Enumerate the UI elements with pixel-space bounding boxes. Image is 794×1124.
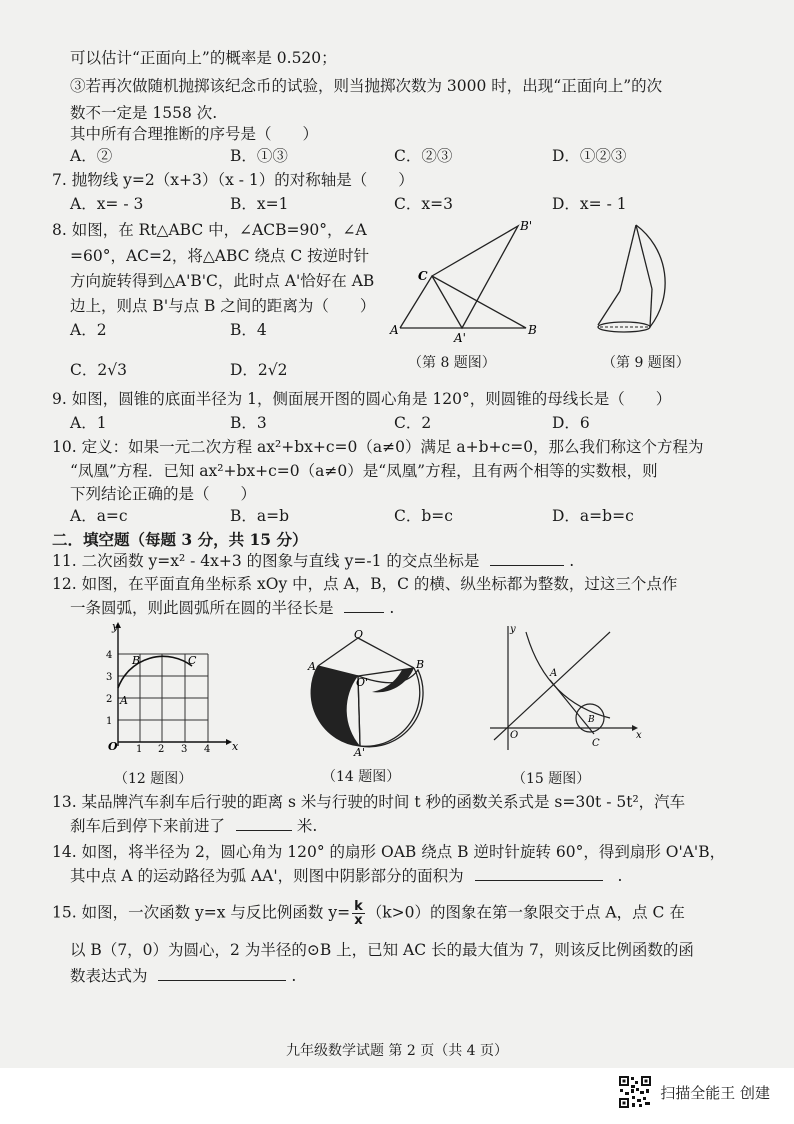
fig12-caption: （12 题图） bbox=[114, 771, 193, 787]
q15-stem: 15. 如图，一次函数 y=x 与反比例函数 y= bbox=[52, 903, 351, 922]
fig12-label-a: A bbox=[120, 694, 128, 707]
q15-text-line3 bbox=[70, 966, 296, 986]
q15-stem-3: 数表达式为 bbox=[70, 967, 148, 985]
fig15-caption: （15 题图） bbox=[512, 771, 591, 787]
fig15-label-b: B bbox=[588, 715, 595, 725]
q9-option-a: A．1 bbox=[70, 414, 107, 432]
fig12-axis-x: x bbox=[232, 740, 239, 753]
figure-9-cone-net bbox=[588, 215, 698, 345]
fig15-axis-x: x bbox=[636, 730, 642, 741]
scanner-watermark bbox=[618, 1074, 770, 1110]
q15-stem-2: （k>0）的图象在第一象限交于点 A，点 C 在 bbox=[366, 903, 685, 922]
figure-15-hyperbola-circle bbox=[486, 622, 642, 754]
q9-text: 9. 如图，圆锥的底面半径为 1，侧面展开图的圆心角是 120°，则圆锥的母线长是（ ） bbox=[52, 390, 672, 408]
q7-option-a: A．x= - 3 bbox=[70, 195, 144, 213]
fig12-tick-x3: 3 bbox=[181, 744, 188, 754]
fig12-tick-x1: 1 bbox=[136, 744, 143, 754]
q6-option-c: C．②③ bbox=[394, 147, 453, 165]
q13-unit: 米. bbox=[296, 817, 318, 835]
fig12-tick-y3: 3 bbox=[106, 672, 113, 683]
fig12-tick-y2: 2 bbox=[106, 694, 113, 705]
q10-text-line3: 下列结论正确的是（ ） bbox=[70, 485, 257, 503]
section-2-heading: 二．填空题（每题 3 分，共 15 分） bbox=[52, 530, 308, 549]
fig14-label-b: B bbox=[416, 658, 425, 671]
q6-text-line2: ③若再次做随机抛掷该纪念币的试验，则当抛掷次数为 3000 时，出现“正面向上”的次 bbox=[70, 77, 663, 95]
q6-option-a: A．② bbox=[70, 147, 113, 165]
page-footer: 九年级数学试题 第 2 页（共 4 页） bbox=[285, 1043, 509, 1059]
q14-text-line2 bbox=[70, 866, 622, 886]
q7-text: 7. 抛物线 y=2（x+3）（x - 1）的对称轴是（ ） bbox=[52, 171, 414, 189]
fig12-origin: O bbox=[108, 740, 118, 753]
fig8-caption: （第 8 题图） bbox=[408, 355, 496, 371]
q11-answer-blank[interactable] bbox=[490, 551, 564, 566]
fig12-label-b: B bbox=[132, 654, 141, 667]
q7-option-d: D．x= - 1 bbox=[552, 195, 627, 213]
fig14-label-o-prime: O' bbox=[356, 676, 369, 689]
q9-option-b: B．3 bbox=[230, 414, 267, 432]
fig8-label-a-prime: A' bbox=[454, 331, 466, 345]
q13-stem: 刹车后到停下来前进了 bbox=[70, 817, 226, 835]
figure-8-triangle bbox=[388, 218, 548, 348]
q11-period: . bbox=[569, 552, 575, 570]
fig14-caption: （14 题图） bbox=[322, 769, 401, 785]
fig15-label-c: C bbox=[592, 738, 600, 749]
q14-answer-blank[interactable] bbox=[475, 866, 603, 881]
q14-stem: 其中点 A 的运动路径为弧 AA'，则图中阴影部分的面积为 bbox=[70, 867, 464, 885]
q10-text-line2: “凤凰”方程．已知 ax²+bx+c=0（a≠0）是“凤凰”方程，且有两个相等的实数根，则 bbox=[70, 462, 658, 480]
q10-option-c: C．b=c bbox=[394, 507, 453, 525]
q15-period: . bbox=[291, 967, 297, 985]
q9-option-c: C．2 bbox=[394, 414, 432, 432]
fig14-label-o: O bbox=[354, 630, 364, 641]
figure-14-sectors bbox=[302, 630, 432, 758]
fig15-axis-y: y bbox=[510, 624, 516, 635]
q8-option-c: C．2√3 bbox=[70, 361, 127, 379]
q15-fraction-denominator: x bbox=[354, 913, 363, 928]
fig14-label-a-prime: A' bbox=[354, 746, 365, 758]
q13-answer-blank[interactable] bbox=[236, 816, 292, 831]
q10-text-line1: 10. 定义：如果一元二次方程 ax²+bx+c=0（a≠0）满足 a+b+c=0，那么我们称这个方程为 bbox=[52, 438, 704, 456]
q12-answer-blank[interactable] bbox=[344, 598, 384, 613]
q9-option-d: D．6 bbox=[552, 414, 590, 432]
q12-text-line2 bbox=[70, 598, 394, 618]
q15-text-line2: 以 B（7，0）为圆心，2 为半径的⊙B 上，已知 AC 长的最大值为 7，则该反比例函数的函 bbox=[70, 941, 694, 959]
q15-text-line1 bbox=[52, 900, 685, 927]
q8-text-line3: 方向旋转得到△A'B'C，此时点 A'恰好在 AB bbox=[70, 272, 375, 290]
fig12-label-c: C bbox=[188, 654, 197, 667]
q7-option-b: B．x=1 bbox=[230, 195, 289, 213]
qr-code-icon bbox=[618, 1075, 652, 1109]
fig14-label-a: A bbox=[308, 660, 316, 673]
fig12-axis-y: y bbox=[112, 622, 119, 633]
fig8-label-b: B bbox=[528, 323, 537, 337]
q8-text-line1: 8. 如图，在 Rt△ABC 中，∠ACB=90°，∠A bbox=[52, 221, 367, 239]
fig8-label-b-prime: B' bbox=[520, 219, 533, 233]
fig12-tick-y4: 4 bbox=[106, 650, 113, 661]
q8-option-d: D．2√2 bbox=[230, 361, 288, 379]
q11-stem: 11. 二次函数 y=x² - 4x+3 的图象与直线 y=-1 的交点坐标是 bbox=[52, 552, 480, 570]
q6-text-line1: 可以估计“正面向上”的概率是 0.520； bbox=[70, 49, 337, 67]
fig15-label-a: A bbox=[550, 668, 558, 679]
fig12-tick-y1: 1 bbox=[106, 716, 113, 727]
fig8-label-a: A bbox=[390, 323, 399, 337]
q15-answer-blank[interactable] bbox=[158, 966, 286, 981]
q8-option-a: A．2 bbox=[70, 321, 107, 339]
q8-option-b: B．4 bbox=[230, 321, 267, 339]
q6-prompt: 其中所有合理推断的序号是（ ） bbox=[70, 125, 319, 143]
fig8-label-c: C bbox=[418, 269, 428, 283]
q12-stem: 一条圆弧，则此圆弧所在圆的半径长是 bbox=[70, 599, 334, 617]
q6-option-d: D．①②③ bbox=[552, 147, 627, 165]
q7-option-c: C．x=3 bbox=[394, 195, 453, 213]
q12-text-line1: 12. 如图，在平面直角坐标系 xOy 中，点 A，B，C 的横、纵坐标都为整数，过这三个点作 bbox=[52, 575, 678, 593]
q13-text-line2 bbox=[70, 816, 317, 836]
q10-option-a: A．a=c bbox=[70, 507, 128, 525]
q15-fraction-numerator: k bbox=[354, 899, 363, 914]
q15-fraction bbox=[352, 900, 365, 927]
figure-12-grid-arc bbox=[100, 622, 240, 754]
q14-period: . bbox=[617, 867, 623, 885]
q13-text-line1: 13. 某品牌汽车刹车后行驶的距离 s 米与行驶的时间 t 秒的函数关系式是 s=30t - 5t²，汽车 bbox=[52, 793, 686, 811]
q10-option-d: D．a=b=c bbox=[552, 507, 634, 525]
q14-text-line1: 14. 如图，将半径为 2，圆心角为 120° 的扇形 OAB 绕点 B 逆时针旋转 60°，得到扇形 O'A'B， bbox=[52, 843, 726, 861]
fig12-tick-x4: 4 bbox=[204, 744, 211, 754]
q12-period: . bbox=[389, 599, 395, 617]
q10-option-b: B．a=b bbox=[230, 507, 290, 525]
q6-text-line3: 数不一定是 1558 次. bbox=[70, 104, 218, 122]
q6-option-b: B．①③ bbox=[230, 147, 288, 165]
q8-text-line2: =60°，AC=2，将△ABC 绕点 C 按逆时针 bbox=[70, 247, 370, 265]
fig12-tick-x2: 2 bbox=[158, 744, 165, 754]
fig15-origin: O bbox=[510, 730, 519, 741]
watermark-text: 扫描全能王 创建 bbox=[660, 1083, 770, 1102]
q8-text-line4: 边上，则点 B'与点 B 之间的距离为（ ） bbox=[70, 297, 376, 315]
q11-text bbox=[52, 551, 574, 571]
fig9-caption: （第 9 题图） bbox=[602, 355, 690, 371]
